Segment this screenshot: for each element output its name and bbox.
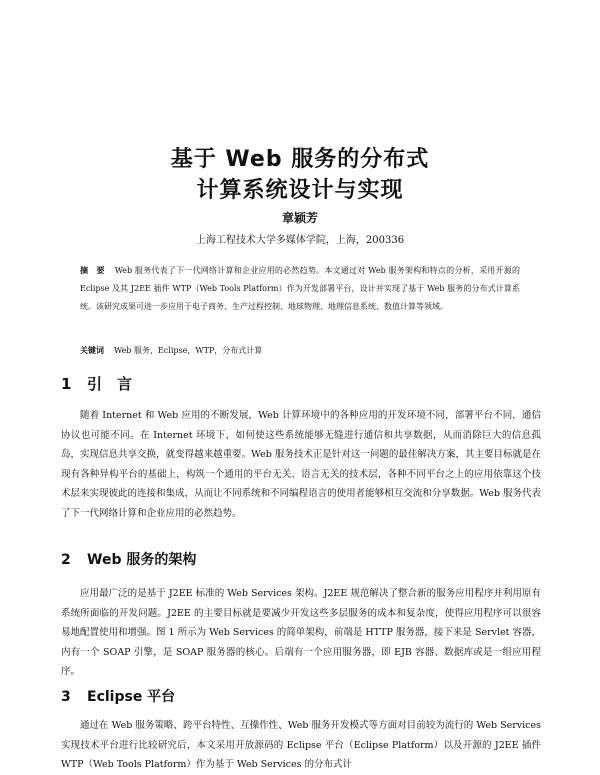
- section-1-body: 随着 Internet 和 Web 应用的不断发展，Web 计算环境中的各种应用的开发环境不同，部署平台不同，通信协议也可能不同。在 Internet 环境下，如何使这些系统能够无缝进行通信和共享数据，从而消除巨大的信息孤岛，实现信息共享交换，就变得越来越重要。Web 服务技术正是针对这一问题的最佳解决方案，其主要目标就是在现有各种异构平台的基础上，构筑一个通用的平台无关、语言无关的技术层，各种不同平台之上的应用依靠这个技术层来实现彼此的连接和集成，从而让不同系统和不同编程语言的使用者能够相互交流和分享数据。Web 服务代表了下一代网络计算和企业应用的必然趋势。: [61, 410, 541, 519]
- author-name: 章颖芳: [281, 211, 318, 225]
- section-number: 3: [61, 689, 71, 705]
- section-number: 2: [61, 552, 71, 568]
- keywords-label: 关键词: [80, 346, 104, 355]
- section-title: 引 言: [87, 375, 133, 393]
- section-heading-2: [61, 549, 196, 569]
- paper-title-line-2: 计算系统设计与实现: [196, 178, 404, 203]
- section-3-body: 通过在 Web 服务策略、跨平台特性、互操作性、Web 服务开发模式等方面对目前较为流行的 Web Services 实现技术平台进行比较研究后，本文采用开放源码的 Eclipse 平台（Eclipse Platform）以及开源的 J2EE 插件 WTP（Web Tools Platform）作为基于 Web Services 的分布式计: [61, 720, 541, 770]
- paper-title-line-1: 基于 Web 服务的分布式: [170, 147, 430, 172]
- keywords: [80, 344, 520, 358]
- section-number: 1: [61, 375, 72, 393]
- section-2-body: 应用最广泛的是基于 J2EE 标准的 Web Services 架构。J2EE 规范解决了整合新的服务应用程序并利用原有系统所面临的开发问题。J2EE 的主要目标就是要减少开发这些多层服务的成本和复杂度，使得应用程序可以很容易地配置使用和增强。图 1 所示为 Web Services 的简单架构，前端是 HTTP 服务器，接下来是 Servlet 容器，内有一个 SOAP 引擎，是 SOAP 服务器的核心。后端有一个应用服务器，即 EJB 容器、数据库或是一组应用程序。: [61, 588, 541, 677]
- abstract-text: Web 服务代表了下一代网络计算和企业应用的必然趋势。本文通过对 Web 服务架构和特点的分析，采用开源的 Eclipse 及其 J2EE 插件 WTP（Web Tools Platform）作为开发部署平台，设计并实现了基于 Web 服务的分布式计算系统。该研究成果可进一步应用于电子商务、生产过程控制、地球物理、地理信息系统、数值计算等领域。: [80, 266, 521, 311]
- abstract-label: 摘 要: [80, 266, 105, 275]
- section-title: Eclipse 平台: [87, 689, 176, 705]
- abstract: [80, 262, 520, 316]
- section-heading-1: [61, 373, 132, 394]
- author-affiliation: 上海工程技术大学多媒体学院，上海，200336: [195, 235, 405, 246]
- keywords-text: Web 服务，Eclipse，WTP，分布式计算: [114, 346, 263, 355]
- section-title: Web 服务的架构: [87, 552, 197, 568]
- section-heading-3: [61, 686, 175, 706]
